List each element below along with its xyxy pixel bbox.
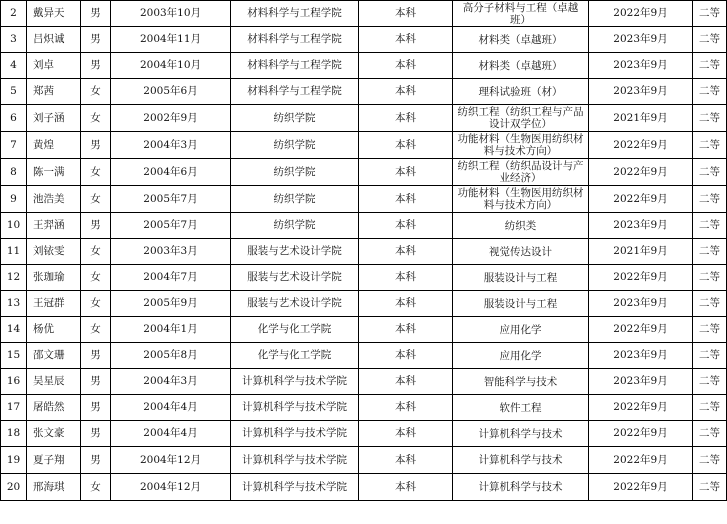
major-cell: 纺织类 [453, 213, 589, 239]
table-row [1, 186, 727, 213]
birth-date-cell: 2005年9月 [111, 291, 231, 317]
row-number-cell: 20 [1, 474, 27, 501]
degree-level-cell: 本科 [359, 317, 453, 343]
birth-date-cell: 2003年10月 [111, 1, 231, 27]
table-row [1, 369, 727, 395]
degree-level-cell: 本科 [359, 291, 453, 317]
degree-level-cell: 本科 [359, 421, 453, 447]
row-number-cell: 3 [1, 27, 27, 53]
gender-cell: 女 [81, 239, 111, 265]
name-cell: 张珈瑜 [27, 265, 81, 291]
college-cell: 服装与艺术设计学院 [231, 291, 359, 317]
name-cell: 黄煌 [27, 132, 81, 159]
major-cell: 计算机科学与技术 [453, 447, 589, 474]
award-level-cell: 二等 [693, 421, 727, 447]
major-cell: 软件工程 [453, 395, 589, 421]
table-body [1, 1, 727, 501]
major-cell: 功能材料（生物医用纺织材料与技术方向） [453, 132, 589, 159]
major-cell: 服装设计与工程 [453, 265, 589, 291]
birth-date-cell: 2004年4月 [111, 421, 231, 447]
degree-level-cell: 本科 [359, 27, 453, 53]
table-row [1, 53, 727, 79]
enrollment-date-cell: 2023年9月 [589, 291, 693, 317]
college-cell: 纺织学院 [231, 186, 359, 213]
table-row [1, 1, 727, 27]
degree-level-cell: 本科 [359, 474, 453, 501]
birth-date-cell: 2004年12月 [111, 474, 231, 501]
table-row [1, 395, 727, 421]
award-level-cell: 二等 [693, 317, 727, 343]
enrollment-date-cell: 2023年9月 [589, 79, 693, 105]
gender-cell: 男 [81, 447, 111, 474]
enrollment-date-cell: 2022年9月 [589, 474, 693, 501]
award-level-cell: 二等 [693, 395, 727, 421]
table-row [1, 421, 727, 447]
birth-date-cell: 2005年7月 [111, 213, 231, 239]
award-level-cell: 二等 [693, 369, 727, 395]
table-row [1, 79, 727, 105]
gender-cell: 女 [81, 105, 111, 132]
major-cell: 应用化学 [453, 343, 589, 369]
college-cell: 化学与化工学院 [231, 317, 359, 343]
row-number-cell: 5 [1, 79, 27, 105]
row-number-cell: 16 [1, 369, 27, 395]
award-level-cell: 二等 [693, 213, 727, 239]
birth-date-cell: 2004年4月 [111, 395, 231, 421]
row-number-cell: 2 [1, 1, 27, 27]
gender-cell: 男 [81, 27, 111, 53]
degree-level-cell: 本科 [359, 132, 453, 159]
name-cell: 池浩美 [27, 186, 81, 213]
major-cell: 纺织工程（纺织品设计与产业经济） [453, 159, 589, 186]
college-cell: 材料科学与工程学院 [231, 79, 359, 105]
degree-level-cell: 本科 [359, 369, 453, 395]
college-cell: 计算机科学与技术学院 [231, 421, 359, 447]
degree-level-cell: 本科 [359, 447, 453, 474]
birth-date-cell: 2004年3月 [111, 132, 231, 159]
enrollment-date-cell: 2022年9月 [589, 1, 693, 27]
award-level-cell: 二等 [693, 27, 727, 53]
college-cell: 计算机科学与技术学院 [231, 369, 359, 395]
name-cell: 吴星辰 [27, 369, 81, 395]
gender-cell: 女 [81, 186, 111, 213]
college-cell: 材料科学与工程学院 [231, 53, 359, 79]
degree-level-cell: 本科 [359, 79, 453, 105]
major-cell: 纺织工程（纺织工程与产品设计双学位） [453, 105, 589, 132]
birth-date-cell: 2004年6月 [111, 159, 231, 186]
birth-date-cell: 2004年3月 [111, 369, 231, 395]
degree-level-cell: 本科 [359, 186, 453, 213]
degree-level-cell: 本科 [359, 265, 453, 291]
college-cell: 材料科学与工程学院 [231, 27, 359, 53]
major-cell: 功能材料（生物医用纺织材料与技术方向） [453, 186, 589, 213]
birth-date-cell: 2005年7月 [111, 186, 231, 213]
major-cell: 高分子材料与工程（卓越班） [453, 1, 589, 27]
table-row [1, 239, 727, 265]
row-number-cell: 10 [1, 213, 27, 239]
name-cell: 刘子涵 [27, 105, 81, 132]
gender-cell: 男 [81, 132, 111, 159]
birth-date-cell: 2005年8月 [111, 343, 231, 369]
major-cell: 计算机科学与技术 [453, 421, 589, 447]
row-number-cell: 6 [1, 105, 27, 132]
award-level-cell: 二等 [693, 474, 727, 501]
name-cell: 王羿涵 [27, 213, 81, 239]
degree-level-cell: 本科 [359, 105, 453, 132]
enrollment-date-cell: 2023年9月 [589, 213, 693, 239]
college-cell: 化学与化工学院 [231, 343, 359, 369]
major-cell: 计算机科学与技术 [453, 474, 589, 501]
major-cell: 服装设计与工程 [453, 291, 589, 317]
degree-level-cell: 本科 [359, 53, 453, 79]
table-row [1, 317, 727, 343]
row-number-cell: 12 [1, 265, 27, 291]
award-level-cell: 二等 [693, 105, 727, 132]
college-cell: 计算机科学与技术学院 [231, 395, 359, 421]
degree-level-cell: 本科 [359, 395, 453, 421]
row-number-cell: 4 [1, 53, 27, 79]
major-cell: 智能科学与技术 [453, 369, 589, 395]
row-number-cell: 18 [1, 421, 27, 447]
award-level-cell: 二等 [693, 291, 727, 317]
enrollment-date-cell: 2022年9月 [589, 447, 693, 474]
name-cell: 王冠群 [27, 291, 81, 317]
gender-cell: 男 [81, 213, 111, 239]
row-number-cell: 11 [1, 239, 27, 265]
degree-level-cell: 本科 [359, 239, 453, 265]
name-cell: 张文豪 [27, 421, 81, 447]
name-cell: 屠皓然 [27, 395, 81, 421]
gender-cell: 男 [81, 53, 111, 79]
gender-cell: 男 [81, 421, 111, 447]
college-cell: 计算机科学与技术学院 [231, 447, 359, 474]
gender-cell: 女 [81, 79, 111, 105]
name-cell: 杨优 [27, 317, 81, 343]
enrollment-date-cell: 2022年9月 [589, 186, 693, 213]
college-cell: 服装与艺术设计学院 [231, 239, 359, 265]
award-level-cell: 二等 [693, 186, 727, 213]
gender-cell: 男 [81, 343, 111, 369]
birth-date-cell: 2004年7月 [111, 265, 231, 291]
degree-level-cell: 本科 [359, 213, 453, 239]
gender-cell: 女 [81, 291, 111, 317]
row-number-cell: 19 [1, 447, 27, 474]
table-row [1, 343, 727, 369]
gender-cell: 女 [81, 317, 111, 343]
row-number-cell: 15 [1, 343, 27, 369]
award-level-cell: 二等 [693, 159, 727, 186]
name-cell: 刘卓 [27, 53, 81, 79]
major-cell: 应用化学 [453, 317, 589, 343]
major-cell: 材料类（卓越班） [453, 53, 589, 79]
table-row [1, 213, 727, 239]
enrollment-date-cell: 2023年9月 [589, 27, 693, 53]
gender-cell: 男 [81, 369, 111, 395]
degree-level-cell: 本科 [359, 343, 453, 369]
award-level-cell: 二等 [693, 343, 727, 369]
table-row [1, 27, 727, 53]
degree-level-cell: 本科 [359, 159, 453, 186]
gender-cell: 女 [81, 159, 111, 186]
table-row [1, 265, 727, 291]
major-cell: 理科试验班（材） [453, 79, 589, 105]
college-cell: 纺织学院 [231, 132, 359, 159]
birth-date-cell: 2004年10月 [111, 53, 231, 79]
major-cell: 视觉传达设计 [453, 239, 589, 265]
enrollment-date-cell: 2022年9月 [589, 265, 693, 291]
row-number-cell: 13 [1, 291, 27, 317]
enrollment-date-cell: 2021年9月 [589, 105, 693, 132]
name-cell: 邢海琪 [27, 474, 81, 501]
row-number-cell: 9 [1, 186, 27, 213]
table-row [1, 159, 727, 186]
name-cell: 刘铱雯 [27, 239, 81, 265]
award-level-cell: 二等 [693, 1, 727, 27]
table-row [1, 474, 727, 501]
birth-date-cell: 2004年1月 [111, 317, 231, 343]
college-cell: 计算机科学与技术学院 [231, 474, 359, 501]
degree-level-cell: 本科 [359, 1, 453, 27]
row-number-cell: 14 [1, 317, 27, 343]
gender-cell: 女 [81, 265, 111, 291]
gender-cell: 男 [81, 1, 111, 27]
name-cell: 邵文珊 [27, 343, 81, 369]
enrollment-date-cell: 2023年9月 [589, 343, 693, 369]
award-level-cell: 二等 [693, 79, 727, 105]
table-row [1, 447, 727, 474]
award-level-cell: 二等 [693, 53, 727, 79]
enrollment-date-cell: 2022年9月 [589, 317, 693, 343]
birth-date-cell: 2003年3月 [111, 239, 231, 265]
name-cell: 夏子翔 [27, 447, 81, 474]
award-level-cell: 二等 [693, 239, 727, 265]
name-cell: 陈一满 [27, 159, 81, 186]
name-cell: 吕炽诚 [27, 27, 81, 53]
table-row [1, 132, 727, 159]
enrollment-date-cell: 2022年9月 [589, 159, 693, 186]
name-cell: 郑茜 [27, 79, 81, 105]
row-number-cell: 8 [1, 159, 27, 186]
enrollment-date-cell: 2022年9月 [589, 421, 693, 447]
birth-date-cell: 2002年9月 [111, 105, 231, 132]
gender-cell: 男 [81, 395, 111, 421]
award-level-cell: 二等 [693, 132, 727, 159]
major-cell: 材料类（卓越班） [453, 27, 589, 53]
enrollment-date-cell: 2021年9月 [589, 239, 693, 265]
enrollment-date-cell: 2023年9月 [589, 369, 693, 395]
college-cell: 材料科学与工程学院 [231, 1, 359, 27]
award-level-cell: 二等 [693, 447, 727, 474]
table-row [1, 291, 727, 317]
gender-cell: 女 [81, 474, 111, 501]
birth-date-cell: 2005年6月 [111, 79, 231, 105]
college-cell: 纺织学院 [231, 213, 359, 239]
enrollment-date-cell: 2022年9月 [589, 395, 693, 421]
birth-date-cell: 2004年11月 [111, 27, 231, 53]
row-number-cell: 7 [1, 132, 27, 159]
row-number-cell: 17 [1, 395, 27, 421]
college-cell: 服装与艺术设计学院 [231, 265, 359, 291]
table-row [1, 105, 727, 132]
award-level-cell: 二等 [693, 265, 727, 291]
birth-date-cell: 2004年12月 [111, 447, 231, 474]
enrollment-date-cell: 2023年9月 [589, 53, 693, 79]
enrollment-date-cell: 2022年9月 [589, 132, 693, 159]
college-cell: 纺织学院 [231, 105, 359, 132]
college-cell: 纺织学院 [231, 159, 359, 186]
name-cell: 戴异天 [27, 1, 81, 27]
